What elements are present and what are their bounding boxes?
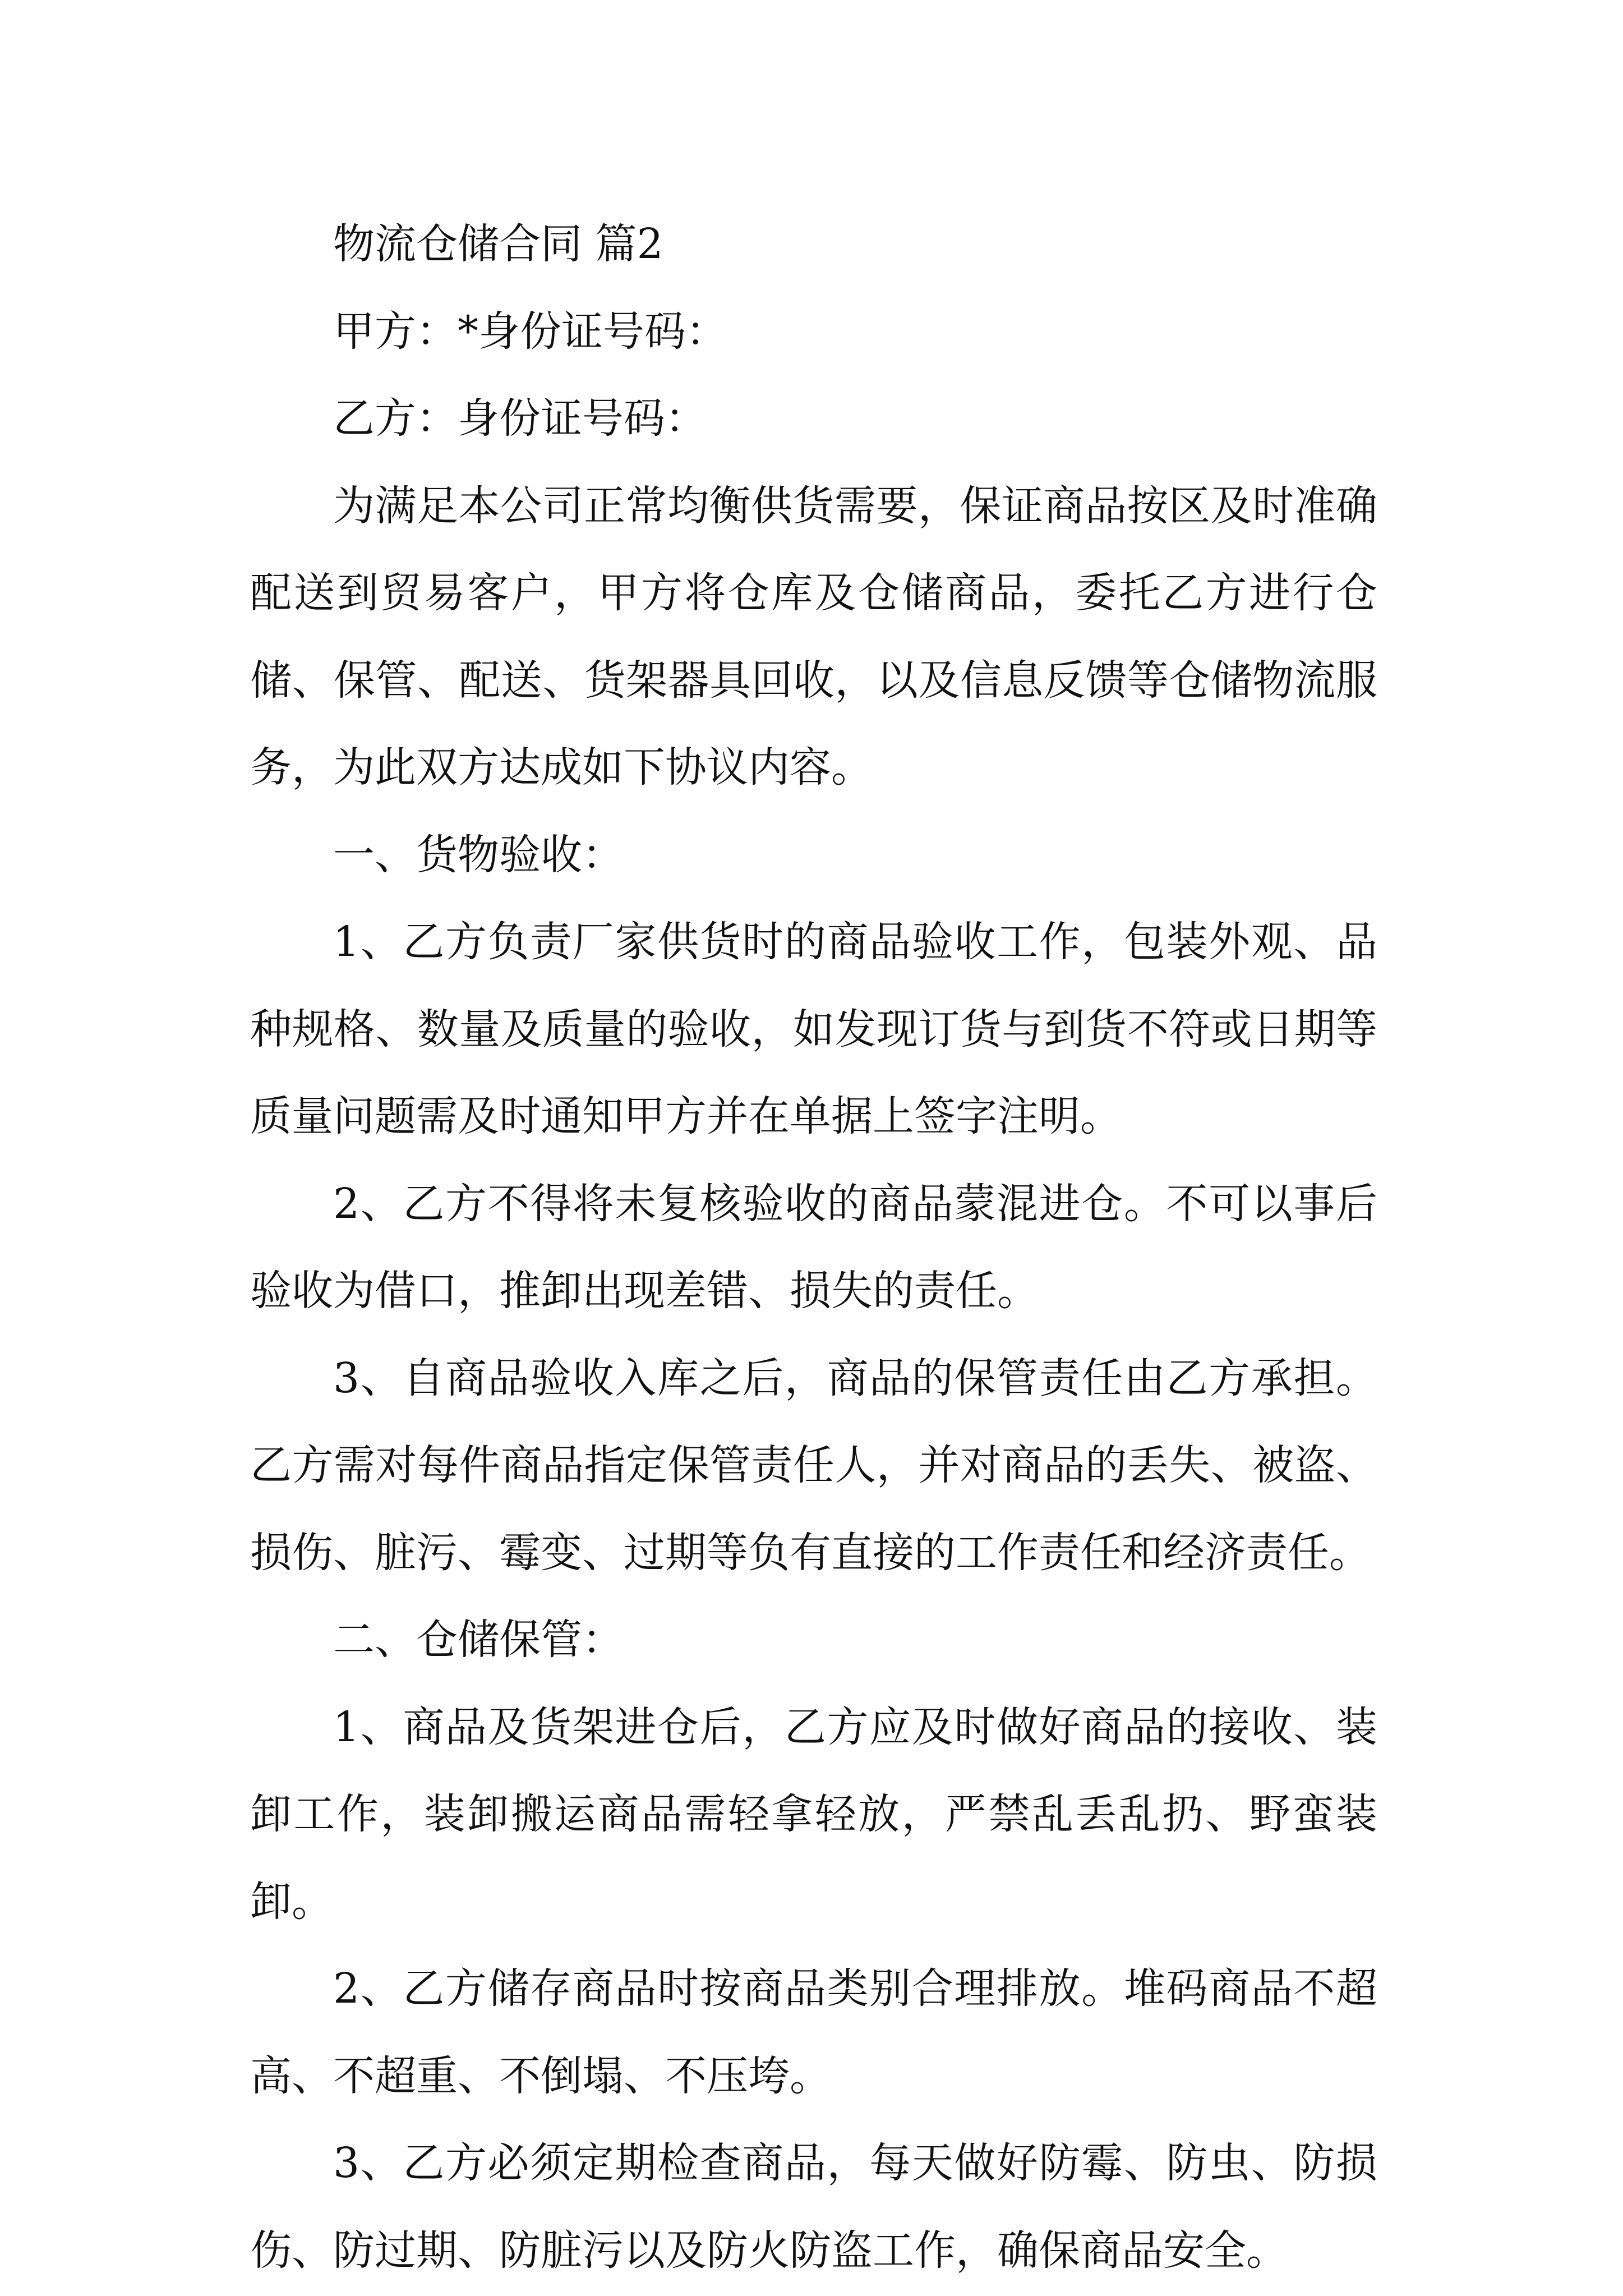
clause-paragraph: 2、乙方不得将未复核验收的商品蒙混进仓。不可以事后验收为借口，推卸出现差错、损失的责任。 bbox=[250, 1179, 1377, 1315]
document-body bbox=[250, 201, 1377, 2294]
clause-paragraph: 1、乙方负责厂家供货时的商品验收工作，包装外观、品种规格、数量及质量的验收，如发现订货与到货不符或日期等质量问题需及时通知甲方并在单据上签字注明。 bbox=[250, 918, 1377, 1140]
clause-paragraph: 3、自商品验收入库之后，商品的保管责任由乙方承担。乙方需对每件商品指定保管责任人，并对商品的丢失、被盗、损伤、脏污、霉变、过期等负有直接的工作责任和经济责任。 bbox=[250, 1354, 1377, 1577]
party-a-line: 甲方：*身份证号码： bbox=[333, 307, 727, 356]
clause-paragraph: 2、乙方储存商品时按商品类别合理排放。堆码商品不超高、不超重、不倒塌、不压垮。 bbox=[250, 1964, 1377, 2100]
party-b-line: 乙方：身份证号码： bbox=[333, 394, 707, 443]
document-title: 物流仓储合同 篇2 bbox=[333, 220, 663, 268]
clause-paragraph: 3、乙方必须定期检查商品，每天做好防霉、防虫、防损伤、防过期、防脏污以及防火防盗工作，确保商品安全。 bbox=[250, 2139, 1377, 2275]
section-heading-acceptance: 一、货物验收： bbox=[333, 830, 624, 879]
intro-paragraph: 为满足本公司正常均衡供货需要，保证商品按区及时准确配送到贸易客户，甲方将仓库及仓储商品，委托乙方进行仓储、保管、配送、货架器具回收，以及信息反馈等仓储物流服务，为此双方达成如下协议内容。 bbox=[250, 481, 1377, 792]
section-heading-storage: 二、仓储保管： bbox=[333, 1616, 624, 1664]
clause-paragraph: 1、商品及货架进仓后，乙方应及时做好商品的接收、装卸工作，装卸搬运商品需轻拿轻放，严禁乱丢乱扔、野蛮装卸。 bbox=[250, 1703, 1377, 1926]
